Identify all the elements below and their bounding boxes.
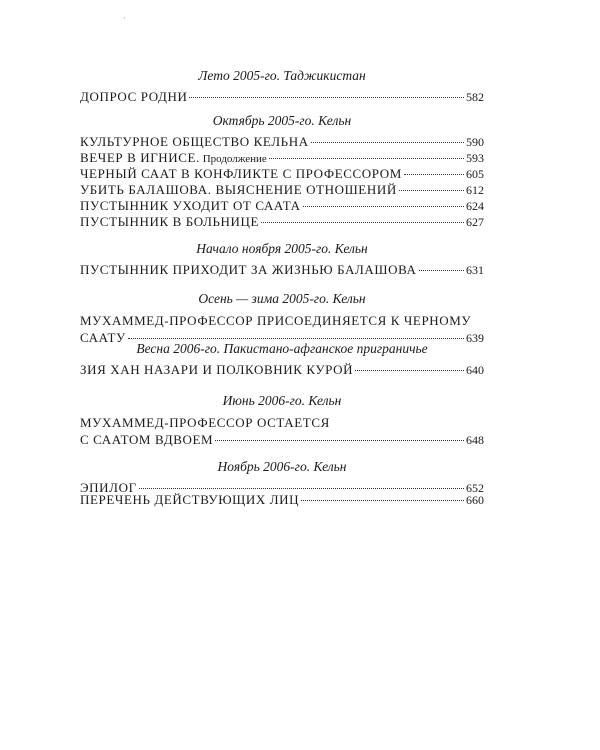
dot-leader xyxy=(261,222,464,223)
toc-section xyxy=(80,492,484,508)
page-number: 627 xyxy=(466,215,484,229)
toc-section xyxy=(80,290,484,346)
toc-entry xyxy=(80,214,484,230)
dot-leader xyxy=(128,338,464,339)
page-number: 582 xyxy=(466,90,484,104)
section-title: Ноябрь 2006-го. Кельн xyxy=(217,459,347,474)
page-number: 605 xyxy=(466,167,484,181)
dot-leader xyxy=(303,206,464,207)
toc-entry xyxy=(80,362,484,378)
dot-leader xyxy=(269,158,464,159)
dot-leader xyxy=(189,97,464,98)
page-number: 640 xyxy=(466,363,484,377)
page-number: 639 xyxy=(466,331,484,345)
toc-entry xyxy=(80,432,484,448)
dot-leader xyxy=(419,270,464,271)
section-title: Весна 2006-го. Пакистано-афганское приграничье xyxy=(136,341,428,356)
toc-section xyxy=(80,458,484,496)
toc-entry-title-line: МУХАММЕД-ПРОФЕССОР ПРИСОЕДИНЯЕТСЯ К ЧЕРНОМУ xyxy=(80,313,472,328)
toc-entry-title: ДОПРОС РОДНИ xyxy=(80,89,188,104)
toc-entry-title: ПЕРЕЧЕНЬ ДЕЙСТВУЮЩИХ ЛИЦ xyxy=(80,492,300,507)
dot-leader xyxy=(404,174,464,175)
toc-entry xyxy=(80,166,484,182)
toc-section xyxy=(80,392,484,448)
toc-entry-title: ЭПИЛОГ xyxy=(80,480,137,495)
section-title: Лето 2005-го. Таджикистан xyxy=(198,68,366,83)
section-title: Начало ноября 2005-го. Кельн xyxy=(196,241,368,256)
toc-entry xyxy=(80,262,484,278)
toc-entry xyxy=(80,150,484,166)
toc-entry-title: ПУСТЫННИК УХОДИТ ОТ СААТА xyxy=(80,198,301,213)
toc-entry-title: С СААТОМ ВДВОЕМ xyxy=(80,432,214,447)
toc-entry-title: ПУСТЫННИК ПРИХОДИТ ЗА ЖИЗНЬЮ БАЛАШОВА xyxy=(80,262,417,277)
dot-leader xyxy=(399,190,464,191)
page-number: 593 xyxy=(466,151,484,165)
dot-leader xyxy=(301,500,464,501)
toc-entry-title-line: МУХАММЕД-ПРОФЕССОР ОСТАЕТСЯ xyxy=(80,415,330,430)
toc-entry xyxy=(80,492,484,508)
page-number: 652 xyxy=(466,481,484,495)
toc-entry-title: КУЛЬТУРНОЕ ОБЩЕСТВО КЕЛЬНА xyxy=(80,134,309,149)
page-number: 624 xyxy=(466,199,484,213)
page-number: 648 xyxy=(466,433,484,447)
toc-section xyxy=(80,340,484,378)
page-number: 612 xyxy=(466,183,484,197)
toc-section xyxy=(80,67,484,105)
toc-entry-title: УБИТЬ БАЛАШОВА. ВЫЯСНЕНИЕ ОТНОШЕНИЙ xyxy=(80,182,397,197)
page-number: 631 xyxy=(466,263,484,277)
dot-leader xyxy=(139,488,464,489)
section-title: Октябрь 2005-го. Кельн xyxy=(212,113,352,128)
toc-section xyxy=(80,240,484,278)
toc-entry-title: ПУСТЫННИК В БОЛЬНИЦЕ xyxy=(80,214,260,229)
toc-entry-title: ЧЕРНЫЙ СААТ В КОНФЛИКТЕ С ПРОФЕССОРОМ xyxy=(80,166,402,181)
section-title: Июнь 2006-го. Кельн xyxy=(222,393,342,408)
toc-entry xyxy=(80,182,484,198)
toc-entry-title: ЗИЯ ХАН НАЗАРИ И ПОЛКОВНИК КУРОЙ xyxy=(80,362,354,377)
dot-leader xyxy=(355,370,464,371)
corner-mark: · xyxy=(123,14,126,23)
dot-leader xyxy=(215,440,464,441)
toc-entry-subtitle: Продолжение xyxy=(199,153,267,165)
toc-entry xyxy=(80,89,484,105)
page-number: 660 xyxy=(466,493,484,507)
toc-entry-title: ВЕЧЕР В ИГНИСЕ. xyxy=(80,150,200,165)
page-number: 590 xyxy=(466,135,484,149)
dot-leader xyxy=(311,142,464,143)
toc-entry xyxy=(80,198,484,214)
section-title: Осень — зима 2005-го. Кельн xyxy=(198,291,366,306)
toc-entry xyxy=(80,134,484,150)
toc-section xyxy=(80,112,484,230)
toc-entry-title: СААТУ xyxy=(80,330,126,345)
